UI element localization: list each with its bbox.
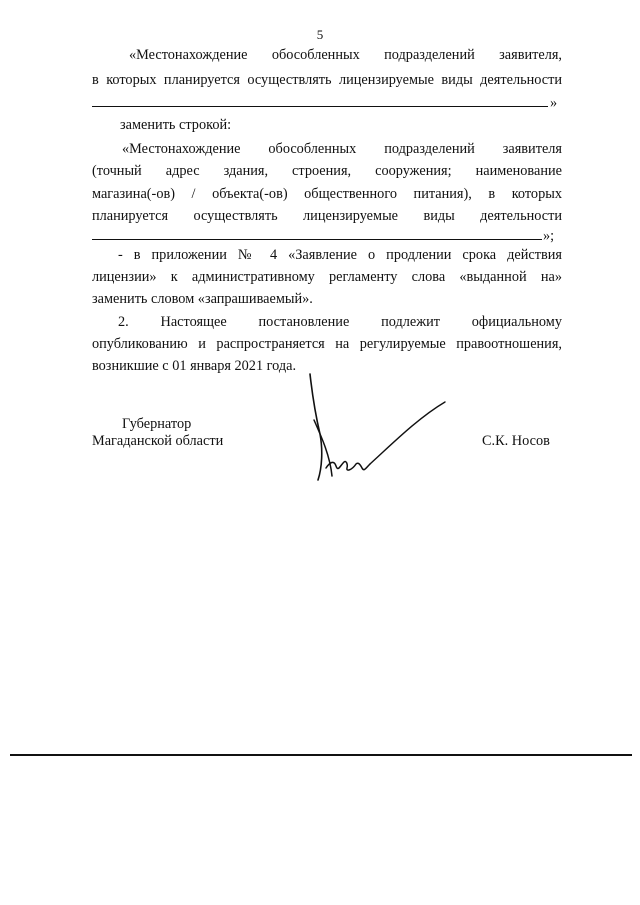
block1-line1: «Местонахождение обособленных подразделений заявителя, (129, 47, 562, 63)
block2-line4: планируется осуществлять лицензируемые виды деятельности (92, 208, 562, 224)
block1-blank-line (92, 106, 548, 107)
block2-line3: магазина(-ов) / объекта(-ов) общественного питания), в которых (92, 186, 562, 202)
block2-blank-line (92, 239, 542, 240)
appendix-item-line2: лицензии» к административному регламенту слова «выданной на» (92, 269, 562, 285)
block2-quote-end: »; (543, 228, 555, 244)
signatory-title-line2: Магаданской области (92, 433, 224, 449)
page-divider (10, 754, 632, 756)
handwritten-signature (300, 372, 450, 487)
signatory-title-line1: Губернатор (122, 416, 192, 432)
block2-line2: (точный адрес здания, строения, сооружения; наименование (92, 163, 562, 179)
clause2-line2: опубликованию и распространяется на регулируемые правоотношения, (92, 336, 562, 352)
page-number: 5 (316, 27, 324, 42)
clause2-line3: возникшие с 01 января 2021 года. (92, 358, 297, 374)
replace-label: заменить строкой: (120, 117, 232, 133)
appendix-item-line1: - в приложении № 4 «Заявление о продлении срока действия (118, 247, 562, 263)
block1-line2: в которых планируется осуществлять лицензируемые виды деятельности (92, 72, 562, 88)
clause2-line1: 2. Настоящее постановление подлежит официальному (118, 314, 562, 330)
signatory-name: С.К. Носов (482, 433, 550, 449)
block1-quote-end: » (550, 95, 558, 111)
block2-line1: «Местонахождение обособленных подразделений заявителя (122, 141, 562, 157)
appendix-item-line3: заменить словом «запрашиваемый». (92, 291, 313, 307)
